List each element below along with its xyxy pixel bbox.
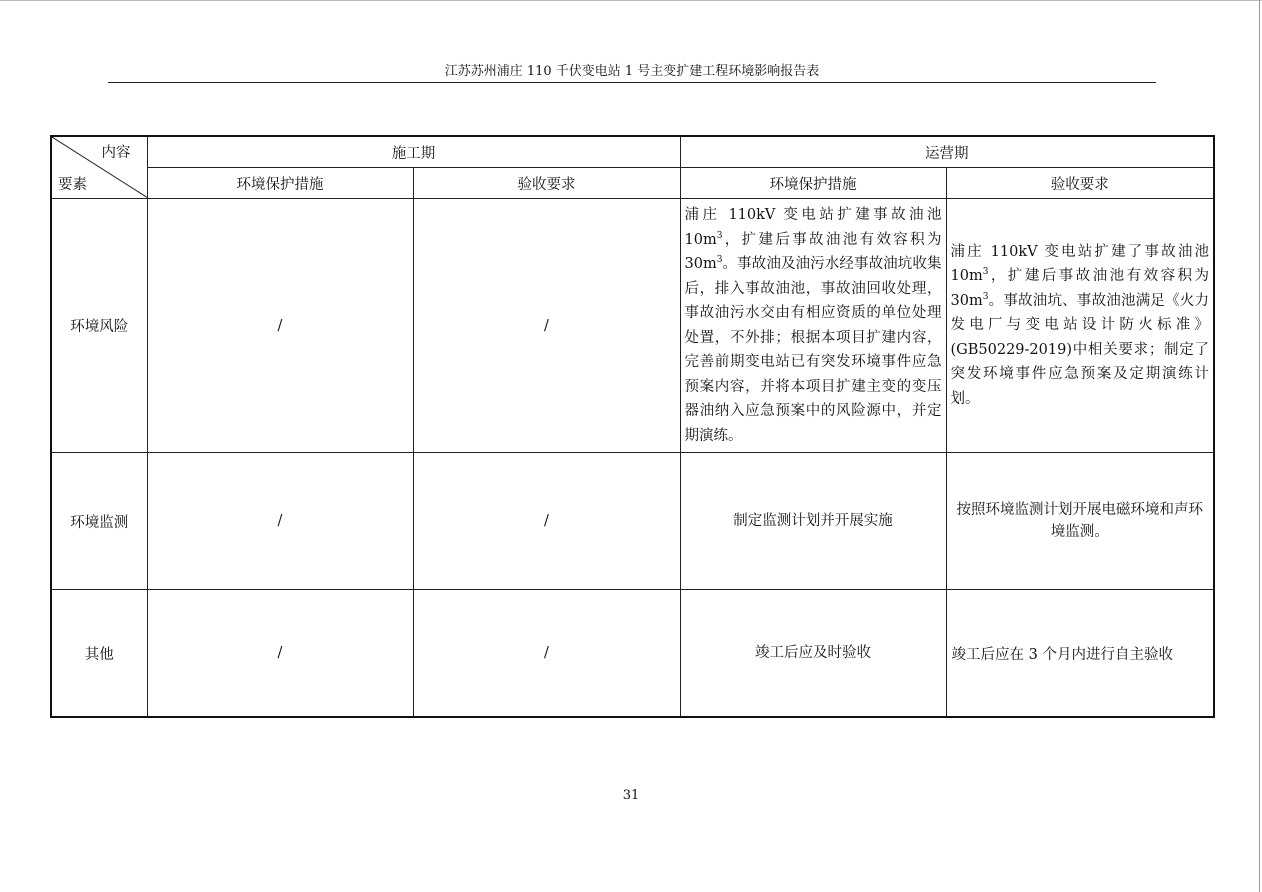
header-construction-phase: 施工期: [147, 136, 680, 168]
page-right-border: [1259, 0, 1260, 892]
text-part: 浦庄 110kV 变电站扩建事故油池 10m: [684, 207, 942, 248]
cell-operation-acceptance: 按照环境监测计划开展电磁环境和声环境监测。: [946, 453, 1214, 590]
table-row-environmental-risk: [51, 199, 1214, 453]
header-operation-measures: 环境保护措施: [680, 168, 946, 199]
header-construction-measures: 环境保护措施: [147, 168, 413, 199]
text-part: ，扩建后事故油池有效容积为 30m: [684, 231, 942, 272]
cell-operation-acceptance: [946, 199, 1214, 453]
header-rule: [108, 82, 1156, 83]
page-number: 31: [622, 788, 640, 803]
text-part: 。事故油及油污水经事故油坑收集后，排入事故油池，事故油回收处理，事故油污水交由有相应资质的单位处理处置，不外排；根据本项目扩建内容，完善前期变电站已有突发环境事件应急预案内容，并将本项目扩建主变的变压器油纳入应急预案中的风险源中，并定期演练。: [684, 256, 942, 444]
header-operation-phase: 运营期: [680, 136, 1214, 168]
row-element-label: 环境风险: [51, 199, 147, 453]
row-element-label: 环境监测: [51, 453, 147, 590]
superscript: 3: [982, 291, 989, 302]
environmental-measures-table-container: [50, 135, 1213, 681]
superscript: 3: [716, 255, 723, 266]
cell-construction-acceptance: /: [413, 590, 680, 718]
superscript: 3: [716, 230, 723, 241]
cell-operation-measures: 制定监测计划并开展实施: [680, 453, 946, 590]
text-part: 浦庄 110kV 变电站扩建了事故油池 10m: [950, 243, 1209, 285]
cell-construction-acceptance: /: [413, 453, 680, 590]
page-top-border: [0, 0, 1262, 1]
environmental-measures-table: [50, 135, 1215, 718]
row-element-label: 其他: [51, 590, 147, 718]
cell-construction-measures: /: [147, 453, 413, 590]
corner-diagonal-cell: [51, 136, 147, 199]
header-operation-acceptance: 验收要求: [946, 168, 1214, 199]
document-header-title: 江苏苏州浦庄 110 千伏变电站 1 号主变扩建工程环境影响报告表: [444, 64, 820, 79]
cell-construction-measures: /: [147, 199, 413, 453]
cell-operation-measures: 竣工后应及时验收: [680, 590, 946, 718]
cell-construction-acceptance: /: [413, 199, 680, 453]
text-part: 。事故油坑、事故油池满足《火力发电厂与变电站设计防火标准》(GB50229-2019)中相关要求；制定了突发环境事件应急预案及定期演练计划。: [950, 292, 1209, 407]
cell-construction-measures: /: [147, 590, 413, 718]
table-header-row-subcolumns: [51, 168, 1214, 199]
cell-operation-measures: [680, 199, 946, 453]
table-header-row-phases: [51, 136, 1214, 168]
cell-operation-acceptance: 竣工后应在 3 个月内进行自主验收: [946, 590, 1214, 718]
table-row-environmental-monitoring: [51, 453, 1214, 590]
header-construction-acceptance: 验收要求: [413, 168, 680, 199]
text-part: ，扩建后事故油池有效容积为 30m: [950, 268, 1209, 309]
table-row-other: [51, 590, 1214, 718]
corner-label-content: 内容: [101, 145, 131, 161]
superscript: 3: [982, 267, 989, 278]
corner-label-element: 要素: [58, 177, 87, 193]
